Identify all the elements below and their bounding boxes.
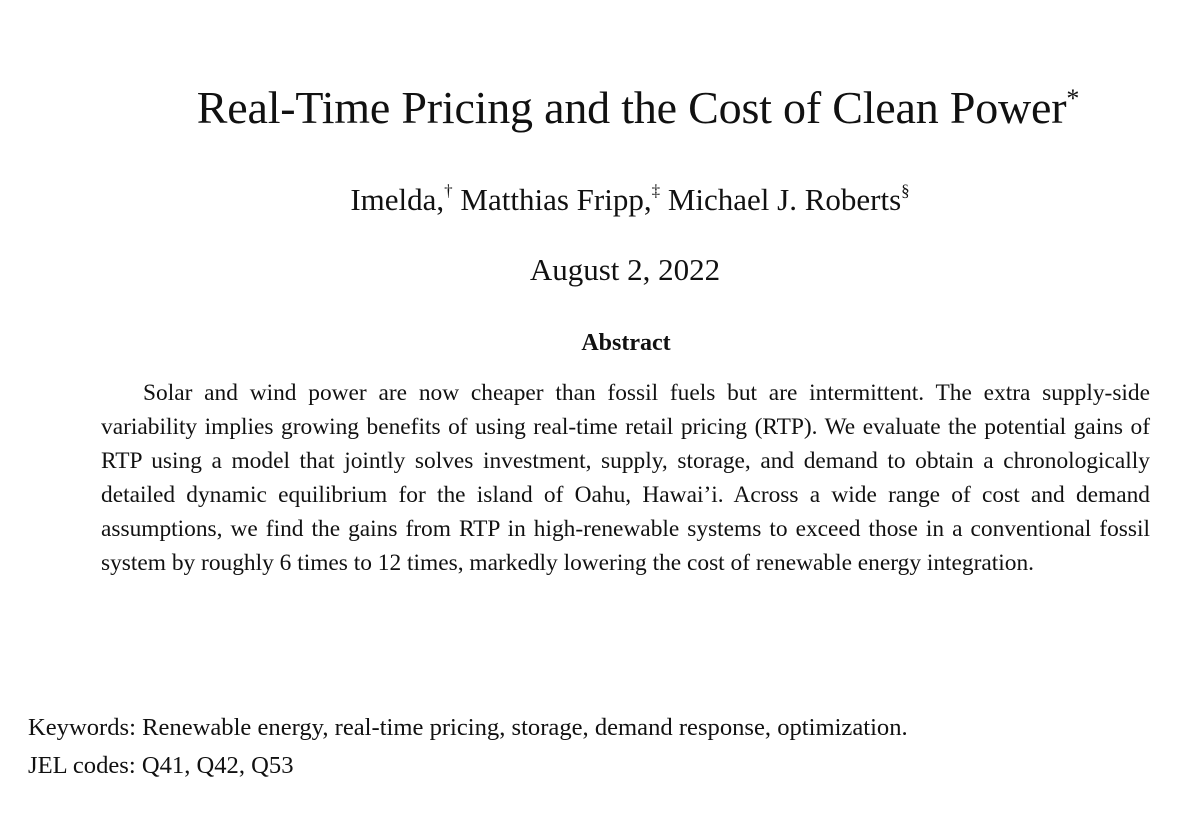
author-name: Michael J. Roberts [667,182,902,217]
publication-date: August 2, 2022 [529,252,721,287]
keywords-text: Renewable energy, real-time pricing, storage, demand response, optimization. [142,714,908,741]
author-name: Imelda, [350,182,445,217]
abstract-text: Solar and wind power are now cheaper than fossil fuels but are intermittent. The extra supply-side variability implies growing benefits of using real-time retail pricing (RTP). We evaluate the potential gains of RTP using a model that jointly solves investment, supply, storage, and demand to obtain a chronologically detailed dynamic equilibrium for the island of Oahu, Hawai’i. Across a wide range of cost and demand assumptions, we find the gains from RTP in high-renewable systems to exceed those in a conventional fossil system by roughly 6 times to 12 times, markedly lowering the cost of renewable energy integration. [101,380,1150,576]
abstract-heading: Abstract [581,330,671,356]
author-name: Matthias Fripp, [460,182,652,217]
paper-title [0,80,1200,136]
jel-codes-label: JEL codes: [28,752,136,779]
keywords-label: Keywords: [28,714,136,741]
title-text: Real-Time Pricing and the Cost of Clean Power [196,82,1067,133]
jel-codes-text: Q41, Q42, Q53 [141,752,294,779]
author-list [0,180,1200,220]
author-footnote-mark: † [444,181,453,200]
keywords-line [28,710,1178,746]
title-footnote-mark: * [1066,84,1080,113]
author-footnote-mark: § [901,181,910,200]
jel-codes-line [28,748,1178,784]
author-footnote-mark: ‡ [651,181,661,200]
